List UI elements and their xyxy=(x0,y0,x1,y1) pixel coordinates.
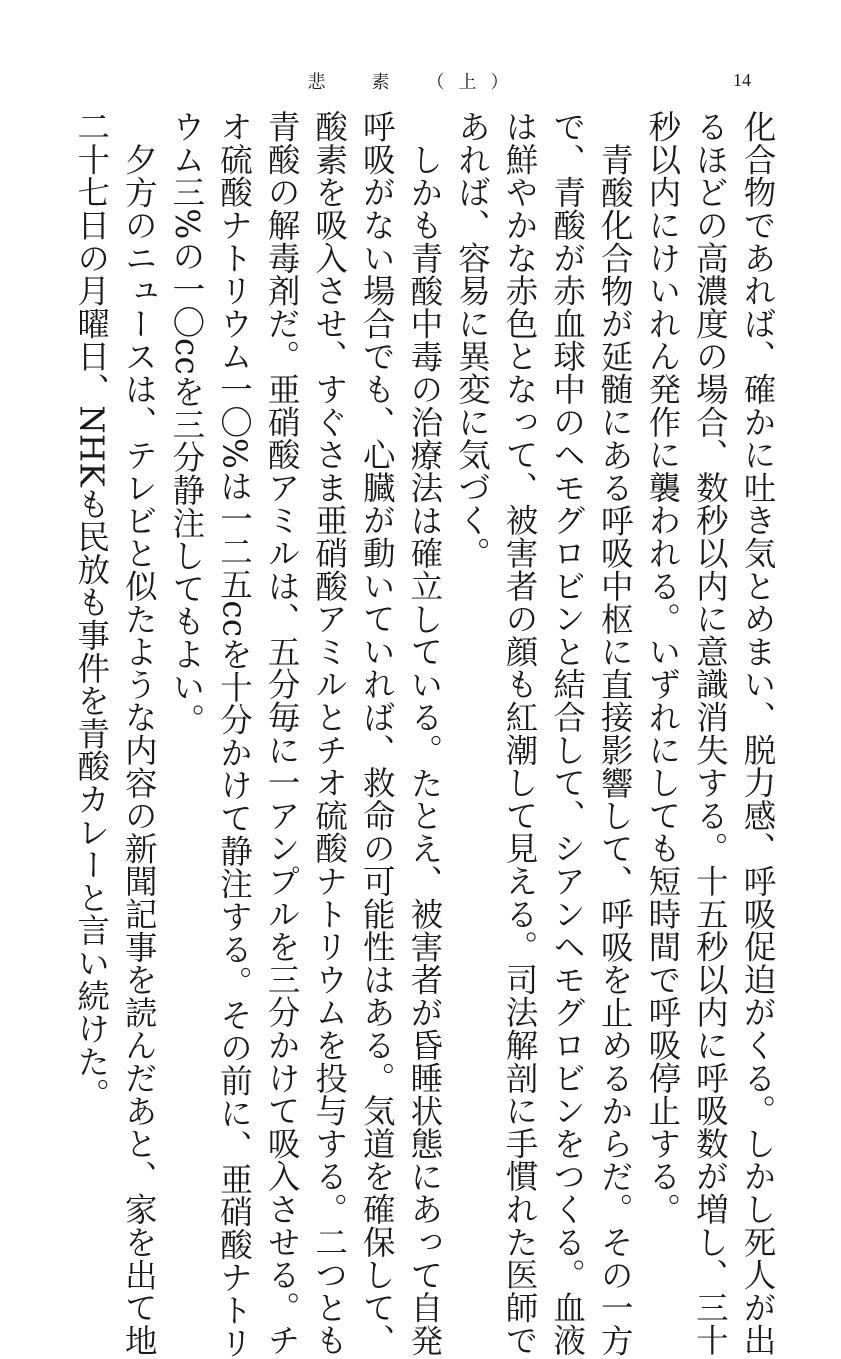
text-line: 青酸の解毒剤だ。亜硝酸アミルは、五分毎に一アンプルを三分かけて吸入させる。チ xyxy=(263,110,302,1357)
text-line: で、青酸が赤血球中のヘモグロビンと結合して、シアンヘモグロビンをつくる。血液 xyxy=(548,110,587,1357)
text-line: 呼吸がない場合でも、心臓が動いていれば、救命の可能性はある。気道を確保して、 xyxy=(358,110,397,1357)
text-line: 青酸化合物が延髄にある呼吸中枢に直接影響して、呼吸を止めるからだ。その一方 xyxy=(596,142,635,1357)
text-line: あれば、容易に異変に気づく。 xyxy=(453,110,492,570)
running-header-title: 悲 素 （上） xyxy=(307,72,523,93)
paragraph xyxy=(638,110,781,1357)
text-line: 二十七日の月曜日、NHKも民放も事件を青酸カレーと言い続けた。 xyxy=(72,110,111,1111)
text-line: しかも青酸中毒の治療法は確立している。たとえ、被害者が昏睡状態にあって自発 xyxy=(405,142,444,1357)
text-line: 夕方のニュースは、テレビと似たような内容の新聞記事を読んだあと、家を出て地 xyxy=(120,142,159,1357)
text-line: 秒以内にけいれん発作に襲われる。いずれにしても短時間で呼吸停止する。 xyxy=(643,110,682,1226)
text-line: 化合物であれば、確かに吐き気とめまい、脱力感、呼吸促迫がくる。しかし死人が出 xyxy=(739,110,777,1357)
text-line: るほどの高濃度の場合、数秒以内に意識消失する。十五秒以内に呼吸数が増し、三十 xyxy=(691,110,730,1357)
text-line: オ硫酸ナトリウム一〇%は一二五ccを十分かけて静注する。その前に、亜硝酸ナトリ xyxy=(215,110,254,1359)
text-line: ウム三%の一〇ccを三分静注してもよい。 xyxy=(167,110,206,736)
paragraph xyxy=(162,110,448,1359)
paragraph xyxy=(448,110,638,1357)
page-number: 14 xyxy=(733,70,751,90)
text-line: は鮮やかな赤色となって、被害者の顔も紅潮して見える。司法解剖に手慣れた医師で xyxy=(501,110,540,1357)
body-text xyxy=(67,110,781,1359)
text-line: 酸素を吸入させ、すぐさま亜硝酸アミルとチオ硫酸ナトリウムを投与する。二つとも xyxy=(310,110,349,1357)
paragraph xyxy=(67,110,162,1357)
